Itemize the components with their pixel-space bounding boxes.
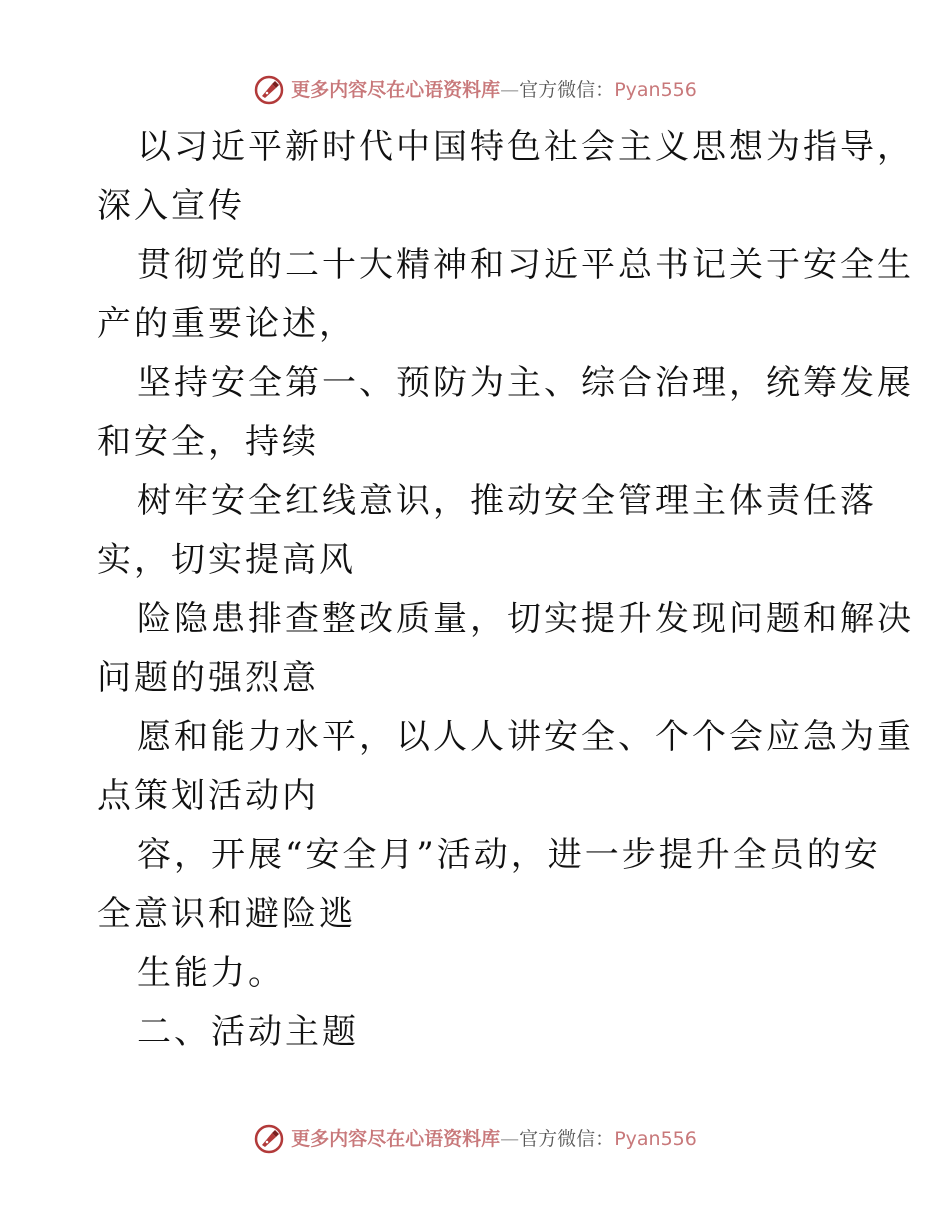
watermark-brand: 更多内容尽在心语资料库: [291, 78, 501, 101]
text-line: 和安全，持续: [97, 422, 319, 462]
pen-nib-logo-icon: [253, 74, 285, 106]
text-line: 生能力。: [137, 953, 285, 993]
text-line: 实，切实提高风: [97, 540, 356, 580]
text-line: 全意识和避险逃: [97, 894, 356, 934]
text-line: 点策划活动内: [97, 776, 319, 816]
text-line: 容，开展“安全月”活动，进一步提升全员的安: [137, 835, 881, 875]
footer-watermark: [0, 1119, 950, 1159]
header-watermark: [0, 70, 950, 110]
text-line: 产的重要论述，: [97, 304, 356, 344]
watermark-dash: —: [500, 78, 520, 101]
watermark-wechat-id: Pyan556: [614, 78, 697, 101]
text-line: 二、活动主题: [137, 1012, 359, 1052]
watermark-wechat-label: 官方微信：: [519, 78, 615, 101]
pen-nib-logo-icon: [253, 1123, 285, 1155]
text-line: 险隐患排查整改质量，切实提升发现问题和解决: [137, 599, 914, 639]
text-line: 深入宣传: [97, 186, 245, 226]
text-line: 以习近平新时代中国特色社会主义思想为指导，: [137, 127, 914, 167]
text-line: 问题的强烈意: [97, 658, 319, 698]
text-line: 坚持安全第一、预防为主、综合治理，统筹发展: [137, 363, 914, 403]
text-line: 树牢安全红线意识，推动安全管理主体责任落: [137, 481, 877, 521]
text-line: 贯彻党的二十大精神和习近平总书记关于安全生: [137, 245, 914, 285]
document-body: [97, 118, 914, 1062]
text-line: 愿和能力水平，以人人讲安全、个个会应急为重: [137, 717, 914, 757]
watermark-wechat-label: 官方微信：: [519, 1127, 615, 1150]
watermark-wechat-id: Pyan556: [614, 1127, 697, 1150]
watermark-brand: 更多内容尽在心语资料库: [291, 1127, 501, 1150]
watermark-dash: —: [500, 1127, 520, 1150]
